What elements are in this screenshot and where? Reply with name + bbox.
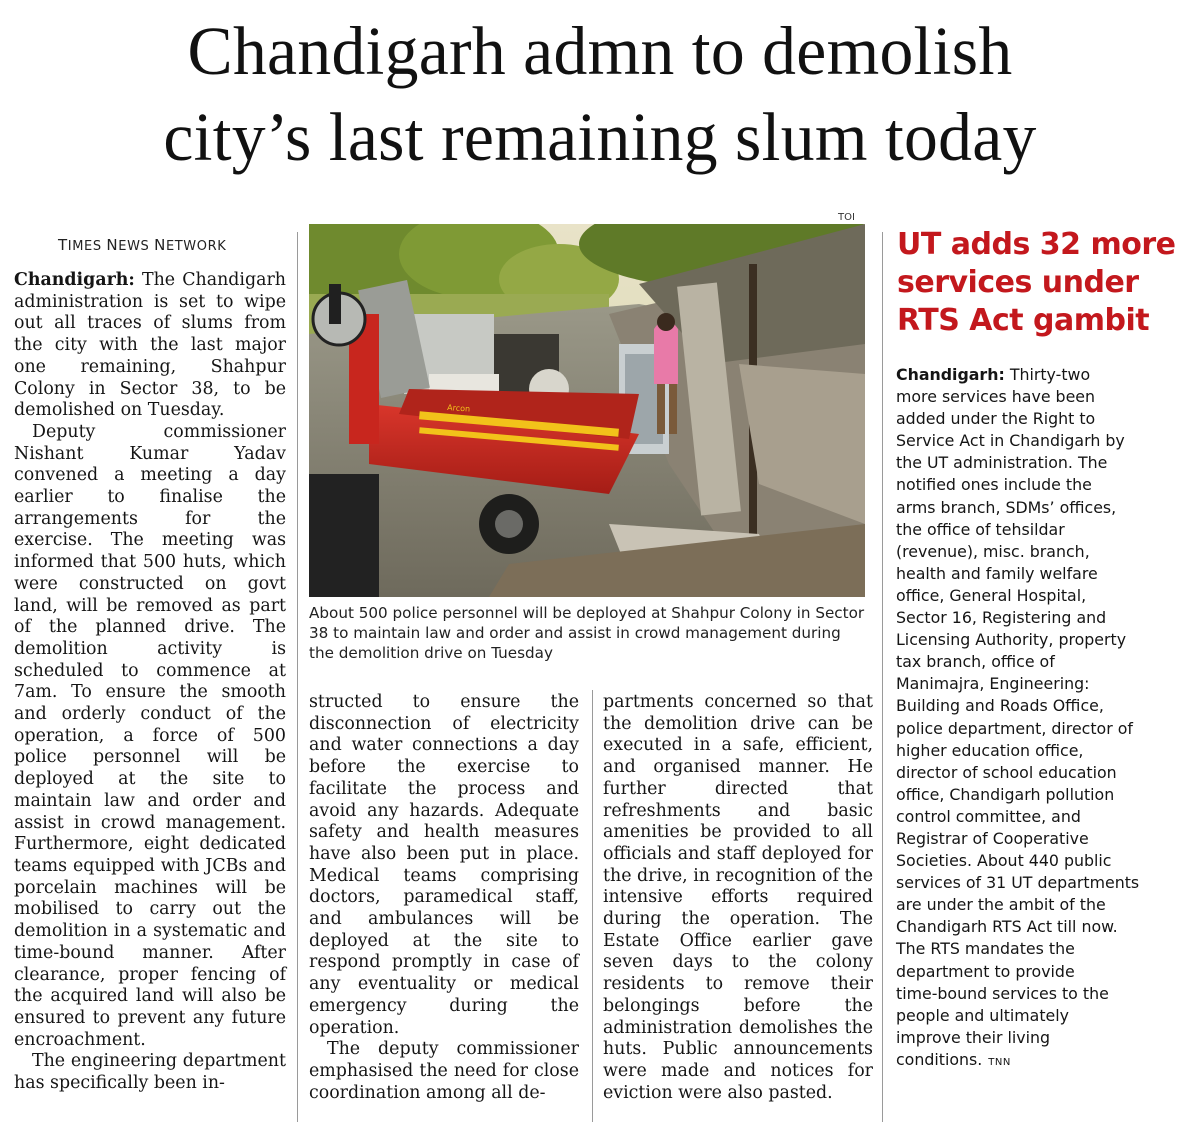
article-column-2 — [309, 692, 579, 1104]
vehicle-brand-text: Arcon — [446, 403, 471, 414]
sidebar-line: Societies. About 440 public — [896, 851, 1112, 871]
sidebar-line: Sector 16, Registering and — [896, 608, 1107, 628]
sidebar-line: (revenue), misc. branch, — [896, 541, 1090, 561]
article-paragraph: partments concerned so that the demolition drive can be executed in a safe, efficient, and organised manner. He further directed that refreshments and basic amenities be provided to all officials and staff deployed for the drive, in recognition of the intensive efforts required during the operation. The Estate Office earlier gave seven days to the colony residents to remove their belongings before the administration demolishes the huts. Public announcements were made and notices for eviction were also pasted. — [603, 692, 873, 1103]
sidebar-line: Building and Roads Office, — [896, 696, 1104, 716]
sidebar-line: conditions. TNN — [896, 1049, 1011, 1069]
sidebar-line: health and family welfare — [896, 563, 1098, 583]
sidebar-line: people and ultimately — [896, 1005, 1070, 1025]
article-column-1 — [14, 270, 286, 1095]
column-rule — [592, 690, 593, 1122]
article-paragraph: Chandigarh: The Chandigarh administration is set to wipe out all traces of slums from the city with the last major one remaining, Shahpur Colony in Sector 38, to be demolished on Tuesday. — [14, 270, 286, 421]
sidebar-line: director of school education — [896, 762, 1117, 782]
page-title — [12, 8, 1188, 180]
sidebar-line: tax branch, office of — [896, 652, 1055, 672]
byline: TIMES NEWS NETWORK — [58, 236, 227, 254]
photo-credit: TOI — [838, 212, 855, 223]
article-paragraph: Deputy commissioner Nishant Kumar Yadav convened a meeting a day earlier to finalise the arrangements for the exercise. The meeting was informed that 500 huts, which were constructed on govt land, will be removed as part of the planned drive. The demolition activity is scheduled to commence at 7am. To ensure the smooth and orderly conduct of the operation, a force of 500 police personnel will be deployed at the site to maintain law and order and assist in crowd management. Furthermore, eight dedicated teams equipped with JCBs and porcelain machines will be mobilised to carry out the demolition in a systematic and time-bound manner. After clearance, proper fencing of the acquired land will also be ensured to prevent any future encroachment. — [14, 421, 286, 1050]
sidebar-line: Licensing Authority, property — [896, 630, 1127, 650]
sidebar-line: department to provide — [896, 961, 1075, 981]
article-paragraph: The engineering department has specifically been in- — [14, 1051, 286, 1094]
sidebar-line: office, General Hospital, — [896, 585, 1087, 605]
sidebar-line: Manimajra, Engineering: — [896, 674, 1090, 694]
sidebar-article — [896, 364, 1181, 1074]
sidebar-line: the office of tehsildar — [896, 519, 1065, 539]
sidebar-line: higher education office, — [896, 740, 1084, 760]
sidebar-line: Chandigarh RTS Act till now. — [896, 917, 1118, 937]
photo-caption: About 500 police personnel will be deployed at Shahpur Colony in Sector 38 to maintain law and order and assist in crowd management during the demolition drive on Tuesday — [309, 604, 865, 662]
article-column-3 — [603, 692, 873, 1104]
sidebar-line: added under the Right to — [896, 409, 1096, 429]
column-rule — [882, 232, 883, 1122]
sidebar-line: Service Act in Chandigarh by — [896, 431, 1125, 451]
sidebar-dateline: Chandigarh: — [896, 365, 1005, 384]
sidebar-line: arms branch, SDMs’ offices, — [896, 497, 1117, 517]
sidebar-line: Chandigarh: Thirty-two — [896, 365, 1091, 384]
sidebar-line: are under the ambit of the — [896, 895, 1106, 915]
sidebar-headline — [897, 226, 1187, 340]
sidebar-line: Registrar of Cooperative — [896, 828, 1089, 848]
signoff: TNN — [988, 1056, 1011, 1068]
sidebar-headline-line: services under — [897, 265, 1139, 300]
sidebar-line: control committee, and — [896, 806, 1081, 826]
article-paragraph: The deputy commissioner emphasised the need for close coordination among all de- — [309, 1039, 579, 1103]
sidebar-line: office, Chandigarh pollution — [896, 784, 1115, 804]
column-rule — [297, 232, 298, 1122]
sidebar-line: improve their living — [896, 1027, 1051, 1047]
sidebar-line: notified ones include the — [896, 475, 1092, 495]
article-paragraph: structed to ensure the disconnection of electricity and water connections a day before the exercise to facilitate the process and avoid any hazards. Adequate safety and health measures have also been put in place. Medical teams comprising doctors, paramedical staff, and ambulances will be deployed at the site to respond promptly in case of any eventuality or medical emergency during the operation. — [309, 692, 579, 1038]
sidebar-line: police department, director of — [896, 718, 1133, 738]
sidebar-headline-line: UT adds 32 more — [897, 227, 1176, 262]
sidebar-line: services of 31 UT departments — [896, 873, 1140, 893]
dateline: Chandigarh: — [14, 270, 135, 290]
sidebar-line: more services have been — [896, 387, 1096, 407]
news-photo — [309, 224, 865, 597]
headline-line-2: city’s last remaining slum today — [163, 99, 1037, 175]
sidebar-line: time-bound services to the — [896, 983, 1109, 1003]
sidebar-line: The RTS mandates the — [896, 939, 1075, 959]
headline-line-1: Chandigarh admn to demolish — [187, 13, 1013, 89]
sidebar-headline-line: RTS Act gambit — [897, 303, 1150, 338]
sidebar-line: the UT administration. The — [896, 453, 1108, 473]
